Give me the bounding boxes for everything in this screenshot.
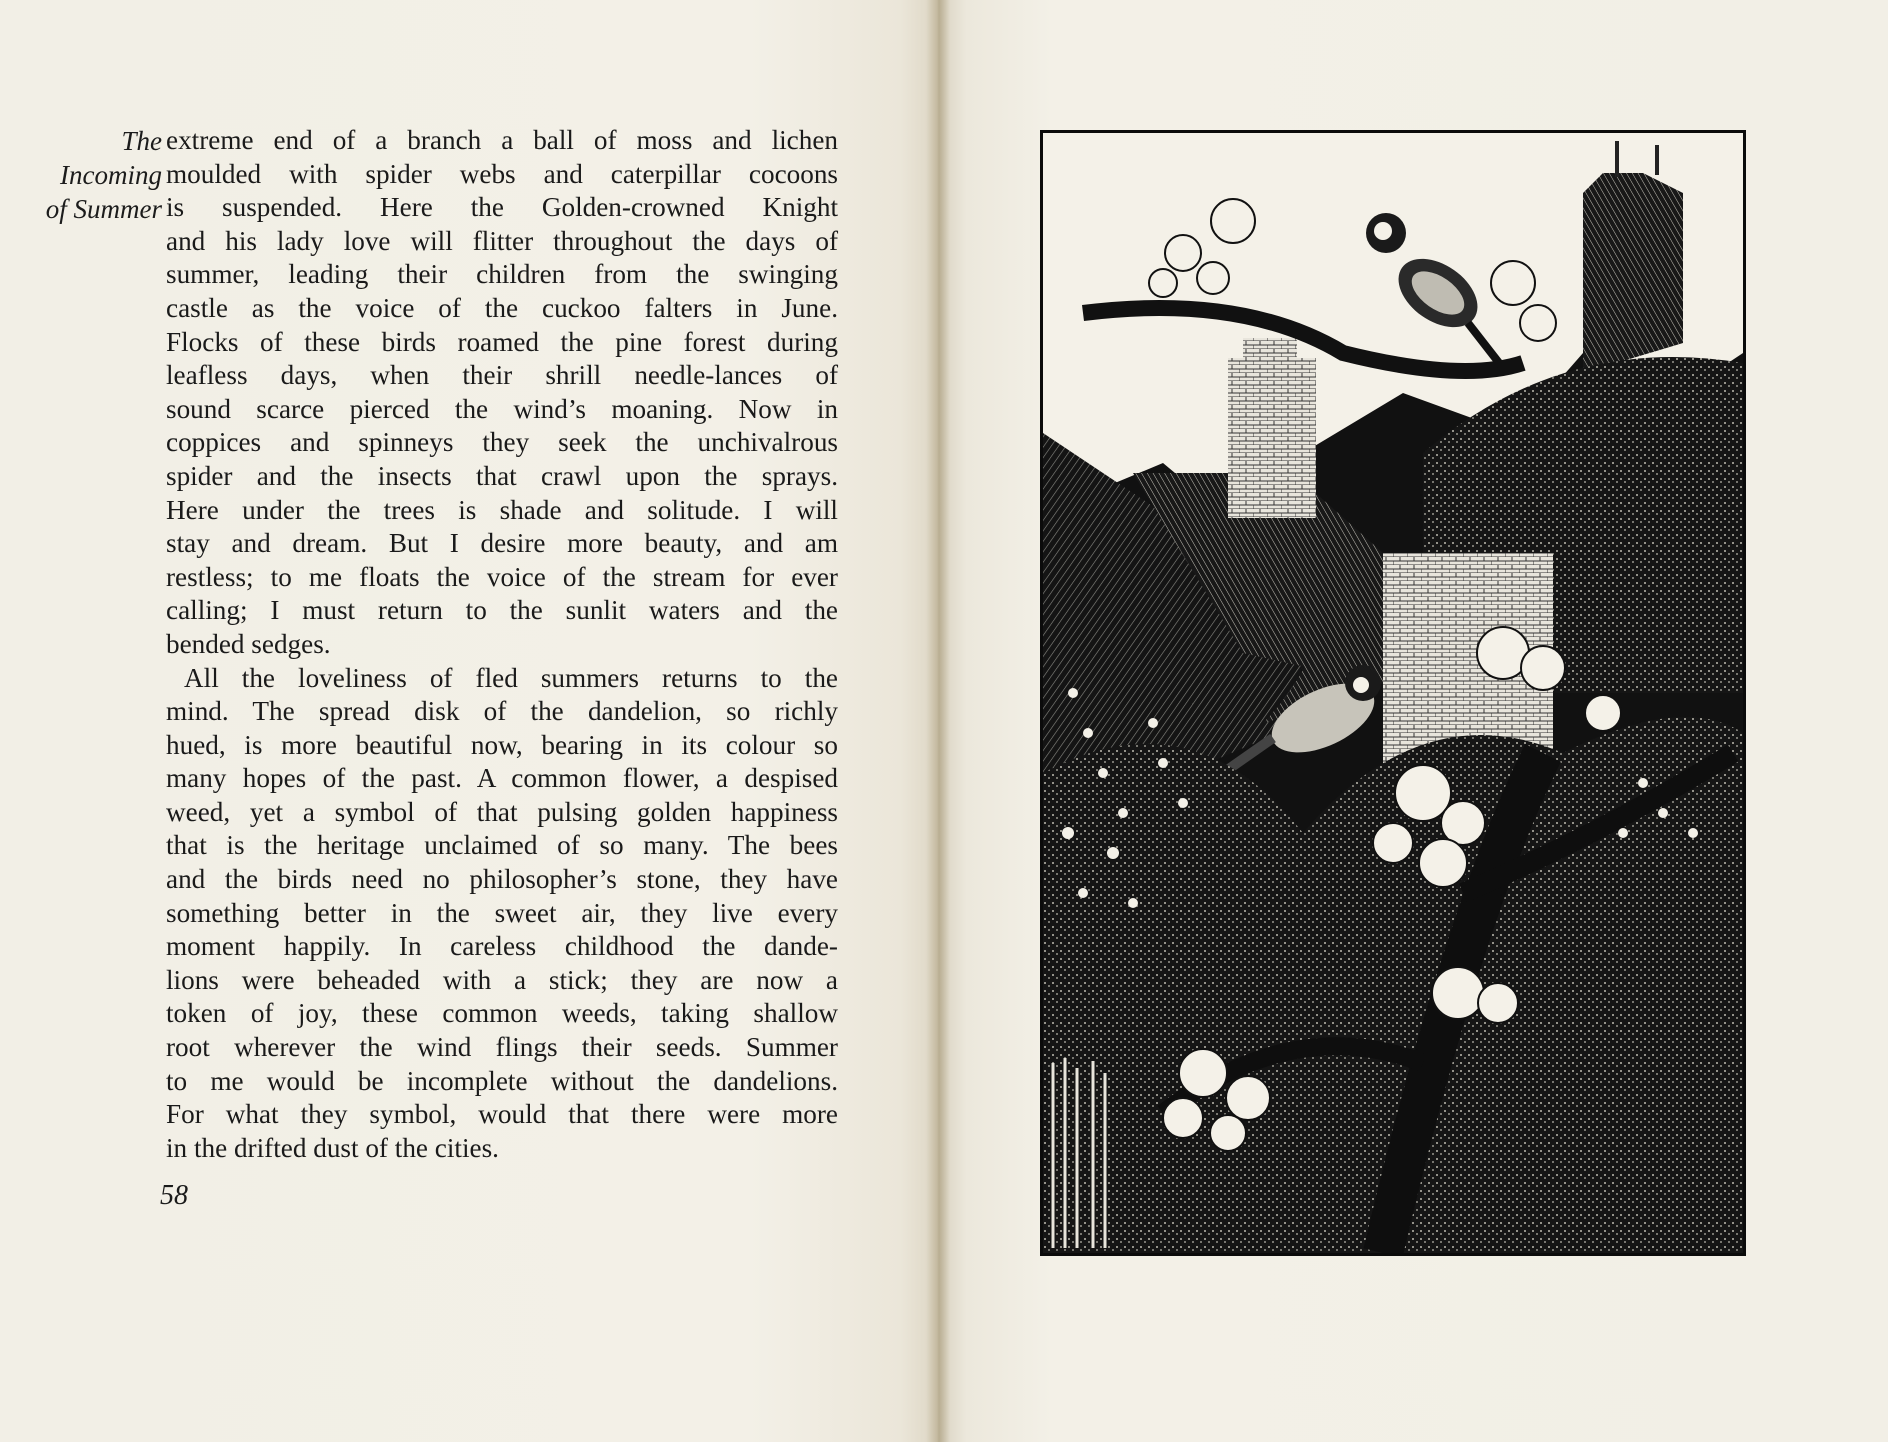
page-number: 58 <box>160 1180 188 1211</box>
sidenote-line: The <box>121 126 162 156</box>
text-line: weed, yet a symbol of that pulsing golden happiness <box>166 796 838 827</box>
engraving-image <box>1043 133 1743 1253</box>
text-line: summer, leading their children from the swinging <box>166 259 838 290</box>
text-line: coppices and spinneys they seek the unchivalrous <box>166 427 838 458</box>
body-text <box>166 124 838 1165</box>
sidenote-line: Incoming <box>60 160 162 190</box>
text-line: token of joy, these common weeds, taking shallow <box>166 998 838 1029</box>
text-line: All the loveliness of fled summers returns to the <box>184 662 838 693</box>
text-line: and the birds need no philosopher’s stone, they have <box>166 864 838 895</box>
text-line: stay and dream. But I desire more beauty, and am <box>166 528 838 559</box>
paragraph-2 <box>166 662 838 1166</box>
text-line: mind. The spread disk of the dandelion, so richly <box>166 696 838 727</box>
wood-engraving-illustration <box>1040 130 1746 1256</box>
text-line: moulded with spider webs and caterpillar cocoons <box>166 158 838 189</box>
text-line: Here under the trees is shade and solitude. I will <box>166 494 838 525</box>
text-line: is suspended. Here the Golden-crowned Knight <box>166 192 838 223</box>
text-line: For what they symbol, would that there were more <box>166 1099 838 1130</box>
text-line: moment happily. In careless childhood the dande- <box>166 931 838 962</box>
text-line: leafless days, when their shrill needle-lances of <box>166 360 838 391</box>
text-line: to me would be incomplete without the dandelions. <box>166 1065 838 1096</box>
text-line: and his lady love will flitter throughout the days of <box>166 225 838 256</box>
text-line: Flocks of these birds roamed the pine forest during <box>166 326 838 357</box>
text-line: restless; to me floats the voice of the stream for ever <box>166 561 838 592</box>
text-line: hued, is more beautiful now, bearing in its colour so <box>166 729 838 760</box>
left-page <box>0 0 938 1442</box>
text-line: in the drifted dust of the cities. <box>166 1132 499 1163</box>
text-line: root wherever the wind flings their seeds. Summer <box>166 1032 838 1063</box>
chimney <box>1228 358 1316 518</box>
text-line: bended sedges. <box>166 628 331 659</box>
distant-tower <box>1583 173 1683 373</box>
text-line: calling; I must return to the sunlit waters and the <box>166 595 838 626</box>
text-line: lions were beheaded with a stick; they are now a <box>166 964 838 995</box>
paragraph-1 <box>166 124 838 662</box>
text-line: sound scarce pierced the wind’s moaning. Now in <box>166 393 838 424</box>
text-line: castle as the voice of the cuckoo falters in June. <box>166 292 838 323</box>
text-line: extreme end of a branch a ball of moss and lichen <box>166 125 838 155</box>
text-line: something better in the sweet air, they live every <box>166 897 838 928</box>
margin-sidenote <box>20 124 162 226</box>
text-line: spider and the insects that crawl upon the sprays. <box>166 460 838 491</box>
text-line: many hopes of the past. A common flower, a despised <box>166 763 838 794</box>
sidenote-line: of Summer <box>45 194 162 224</box>
text-line: that is the heritage unclaimed of so many. The bees <box>166 830 838 861</box>
book-gutter <box>926 0 950 1442</box>
